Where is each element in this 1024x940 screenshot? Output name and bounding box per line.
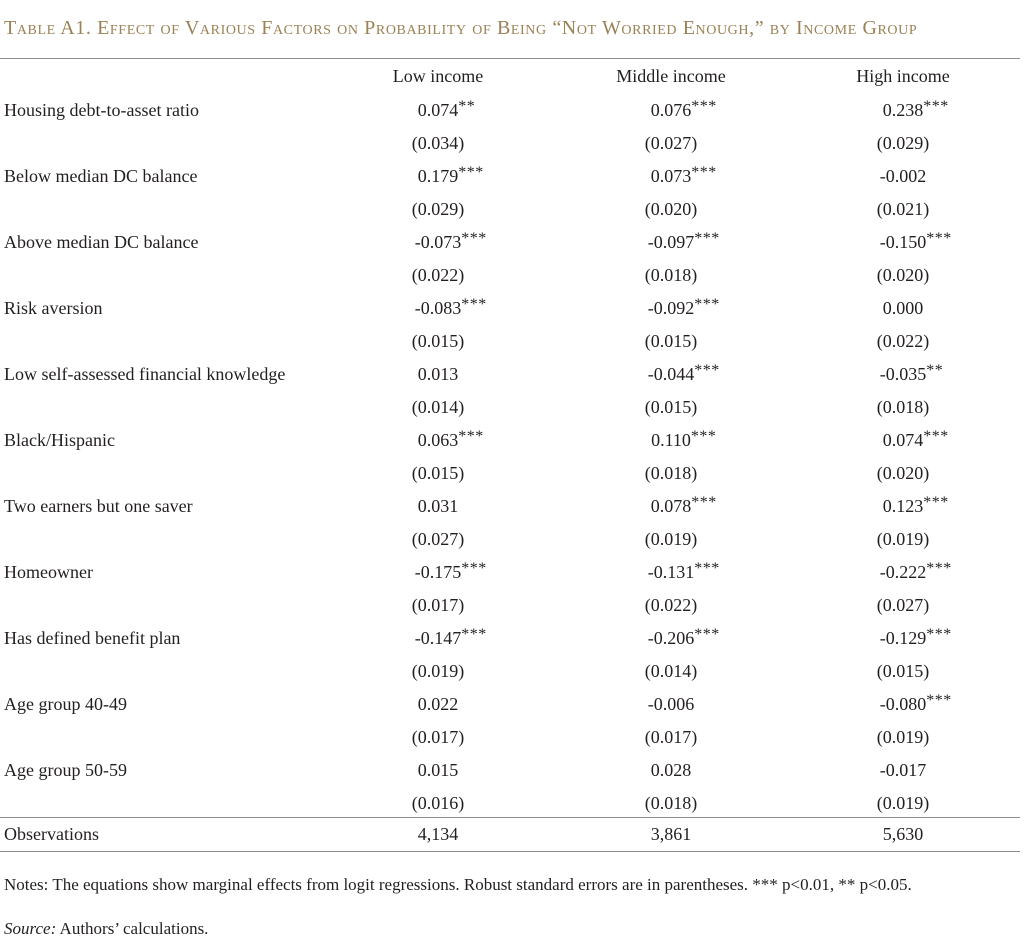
standard-error-high-income: (0.027) [876,595,930,615]
significance-stars: *** [694,560,720,577]
row-label: Low self-assessed financial knowledge [4,364,286,384]
coefficient-value: -0.131 [647,562,695,582]
standard-error-high-income: (0.021) [876,199,930,219]
coefficient-value: -0.206 [647,628,695,648]
standard-error-high-income: (0.019) [876,529,930,549]
standard-error-low-income: (0.027) [411,529,465,549]
coefficient-value: 0.078 [650,496,692,516]
coefficient-value: -0.175 [414,562,462,582]
standard-error-middle-income: (0.020) [644,199,698,219]
standard-error-high-income: (0.019) [876,793,930,813]
standard-error-middle-income: (0.018) [644,463,698,483]
standard-error-middle-income: (0.014) [644,661,698,681]
coefficient-value: -0.044 [647,364,695,384]
significance-stars: *** [694,362,720,379]
source-label: Source: [4,919,57,938]
row-label: Two earners but one saver [4,496,193,516]
coefficient-value: -0.092 [647,298,695,318]
significance-stars: *** [926,230,952,247]
significance-stars: *** [691,164,717,181]
coefficient-value: 0.031 [417,496,459,516]
coefficient-high-income [879,626,952,649]
standard-error-low-income: (0.017) [411,727,465,747]
coefficient-low-income [418,694,459,715]
significance-stars: *** [461,296,487,313]
coefficient-high-income [882,494,949,517]
standard-error-middle-income: (0.018) [644,793,698,813]
coefficient-value: -0.006 [647,694,695,714]
coefficient-value: 0.015 [417,760,459,780]
coefficient-value: 0.076 [650,100,692,120]
row-label: Age group 50-59 [4,760,127,780]
coefficient-middle-income [650,494,717,517]
coefficient-low-income [418,496,459,517]
standard-error-high-income: (0.029) [876,133,930,153]
coefficient-value: -0.035 [879,364,927,384]
coefficient-value: 0.073 [650,166,692,186]
coefficient-high-income [879,362,944,385]
significance-stars: *** [926,692,952,709]
significance-stars: *** [461,626,487,643]
significance-stars: *** [461,560,487,577]
coefficient-high-income [880,760,927,781]
significance-stars: *** [923,98,949,115]
standard-error-high-income: (0.022) [876,331,930,351]
coefficient-high-income [882,428,949,451]
row-label: Housing debt-to-asset ratio [4,100,199,120]
observations-middle-income: 3,861 [650,824,692,844]
coefficient-value: -0.150 [879,232,927,252]
coefficient-high-income [879,560,952,583]
table-source [4,918,1020,940]
significance-stars: *** [690,428,717,445]
row-label: Below median DC balance [4,166,198,186]
coefficient-value: -0.129 [879,628,927,648]
coefficient-middle-income [650,98,717,121]
coefficient-value: -0.080 [879,694,927,714]
standard-error-middle-income: (0.022) [644,595,698,615]
standard-error-low-income: (0.015) [411,331,465,351]
coefficient-value: 0.123 [882,496,924,516]
coefficient-middle-income [647,560,720,583]
coefficient-low-income [414,560,487,583]
standard-error-high-income: (0.020) [876,265,930,285]
significance-stars: *** [461,230,487,247]
column-header-high-income: High income [856,66,950,86]
coefficient-value: -0.097 [647,232,695,252]
coefficient-middle-income [647,362,720,385]
significance-stars: *** [691,98,717,115]
coefficient-value: 0.179 [417,166,459,186]
coefficient-value: 0.028 [650,760,692,780]
coefficient-value: 0.000 [882,298,924,318]
significance-stars: *** [926,626,952,643]
coefficient-value: -0.073 [414,232,462,252]
significance-stars: *** [694,230,720,247]
coefficient-high-income [882,98,949,121]
observations-high-income: 5,630 [882,824,924,844]
row-label: Age group 40-49 [4,694,127,714]
coefficient-low-income [414,296,487,319]
significance-stars: ** [926,362,944,379]
coefficient-middle-income [647,296,720,319]
coefficient-value: 0.074 [417,100,459,120]
significance-stars: *** [926,560,952,577]
coefficient-value: -0.017 [879,760,927,780]
coefficient-high-income [880,166,927,187]
coefficient-low-income [417,428,484,451]
standard-error-middle-income: (0.015) [644,397,698,417]
coefficient-low-income [417,164,484,187]
row-label: Above median DC balance [4,232,199,252]
coefficient-low-income [414,230,487,253]
observations-label: Observations [4,824,99,844]
observations-rule [0,817,1020,818]
significance-stars: *** [458,164,484,181]
coefficient-value: 0.063 [417,430,459,450]
coefficient-low-income [414,626,487,649]
standard-error-low-income: (0.015) [411,463,465,483]
coefficient-middle-income [650,164,717,187]
source-text: Authors’ calculations. [56,919,209,938]
coefficient-middle-income [648,694,695,715]
row-label: Has defined benefit plan [4,628,181,648]
standard-error-low-income: (0.016) [411,793,465,813]
coefficient-value: -0.147 [414,628,462,648]
column-header-low-income: Low income [392,66,484,86]
coefficient-middle-income [647,626,720,649]
standard-error-middle-income: (0.015) [644,331,698,351]
row-label: Black/Hispanic [4,430,115,450]
significance-stars: *** [691,494,717,511]
coefficient-value: 0.074 [882,430,924,450]
observations-low-income: 4,134 [417,824,459,844]
coefficient-value: 0.022 [417,694,459,714]
coefficient-low-income [418,364,459,385]
coefficient-high-income [879,230,952,253]
standard-error-middle-income: (0.027) [644,133,698,153]
significance-stars: *** [694,626,720,643]
coefficient-value: -0.083 [414,298,462,318]
row-label: Homeowner [4,562,93,582]
standard-error-middle-income: (0.018) [644,265,698,285]
significance-stars: *** [458,428,484,445]
standard-error-middle-income: (0.017) [644,727,698,747]
standard-error-high-income: (0.019) [876,727,930,747]
coefficient-high-income [879,692,952,715]
coefficient-middle-income [647,230,720,253]
significance-stars: *** [694,296,720,313]
standard-error-low-income: (0.017) [411,595,465,615]
standard-error-low-income: (0.019) [411,661,465,681]
standard-error-high-income: (0.018) [876,397,930,417]
standard-error-low-income: (0.022) [411,265,465,285]
coefficient-value: -0.222 [879,562,927,582]
coefficient-value: 0.013 [417,364,459,384]
column-header-middle-income: Middle income [616,66,726,86]
significance-stars: *** [923,494,949,511]
coefficient-value: 0.110 [651,430,691,450]
significance-stars: ** [458,98,476,115]
standard-error-middle-income: (0.019) [644,529,698,549]
significance-stars: *** [923,428,949,445]
coefficient-low-income [418,760,459,781]
coefficient-middle-income [651,760,692,781]
coefficient-value: -0.002 [879,166,927,186]
coefficient-high-income [883,298,924,319]
table-notes: Notes: The equations show marginal effects from logit regressions. Robust standard errors are in parentheses. *** p<0.01, ** p<0.05. [4,875,912,894]
top-rule [0,58,1020,59]
standard-error-high-income: (0.015) [876,661,930,681]
table-title: Table A1. Effect of Various Factors on Probability of Being “Not Worried Enough,” by Income Group [4,17,918,39]
coefficient-value: 0.238 [882,100,924,120]
standard-error-low-income: (0.029) [411,199,465,219]
standard-error-low-income: (0.034) [411,133,465,153]
standard-error-low-income: (0.014) [411,397,465,417]
bottom-rule [0,851,1020,852]
row-label: Risk aversion [4,298,103,318]
coefficient-middle-income [651,428,717,451]
coefficient-low-income [417,98,476,121]
standard-error-high-income: (0.020) [876,463,930,483]
